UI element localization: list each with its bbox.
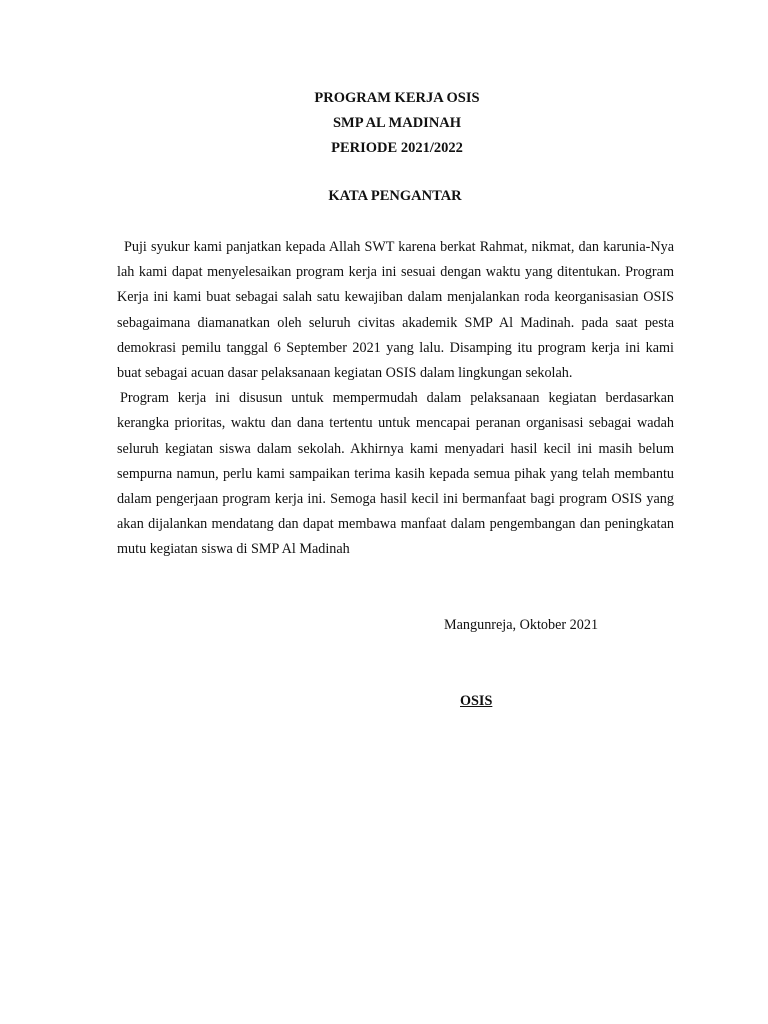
place-date: Mangunreja, Oktober 2021 bbox=[444, 617, 599, 633]
title-line-program: PROGRAM KERJA OSIS bbox=[314, 90, 480, 106]
section-heading: KATA PENGANTAR bbox=[328, 188, 462, 204]
title-line-period: PERIODE 2021/2022 bbox=[331, 140, 463, 156]
paragraph-closing: Program kerja ini disusun untuk mempermudah dalam pelaksanaan kegiatan berdasarkan kerangka prioritas, waktu dan dana tertentu untuk mencapai peranan organisasi sebagai wadah seluruh kegiatan siswa dalam sekolah. Akhirnya kami menyadari hasil kecil ini masih belum sempurna namun, perlu kami sampaikan terima kasih kepada semua pihak yang telah membantu dalam pengerjaan program kerja ini. Semoga hasil kecil ini bermanfaat bagi program OSIS yang akan dijalankan mendatang dan dapat membawa manfaat dalam pengembangan dan peningkatan mutu kegiatan siswa di SMP Al Madinah bbox=[117, 390, 674, 558]
paragraph-intro: Puji syukur kami panjatkan kepada Allah SWT karena berkat Rahmat, nikmat, dan karunia-Nya lah kami dapat menyelesaikan program kerja ini sesuai dengan waktu yang ditentukan. Program Kerja ini kami buat sebagai salah satu kewajiban dalam menjalankan roda keorganisasian OSIS sebagaimana diamanatkan oleh seluruh civitas akademik SMP Al Madinah. pada saat pesta demokrasi pemilu tanggal 6 September 2021 yang lalu. Disamping itu program kerja ini kami buat sebagai acuan dasar pelaksanaan kegiatan OSIS dalam lingkungan sekolah. bbox=[117, 239, 674, 382]
body-text bbox=[117, 235, 674, 563]
signature-osis: OSIS bbox=[460, 693, 493, 709]
title-line-school: SMP AL MADINAH bbox=[332, 115, 462, 131]
document-title bbox=[0, 86, 768, 161]
